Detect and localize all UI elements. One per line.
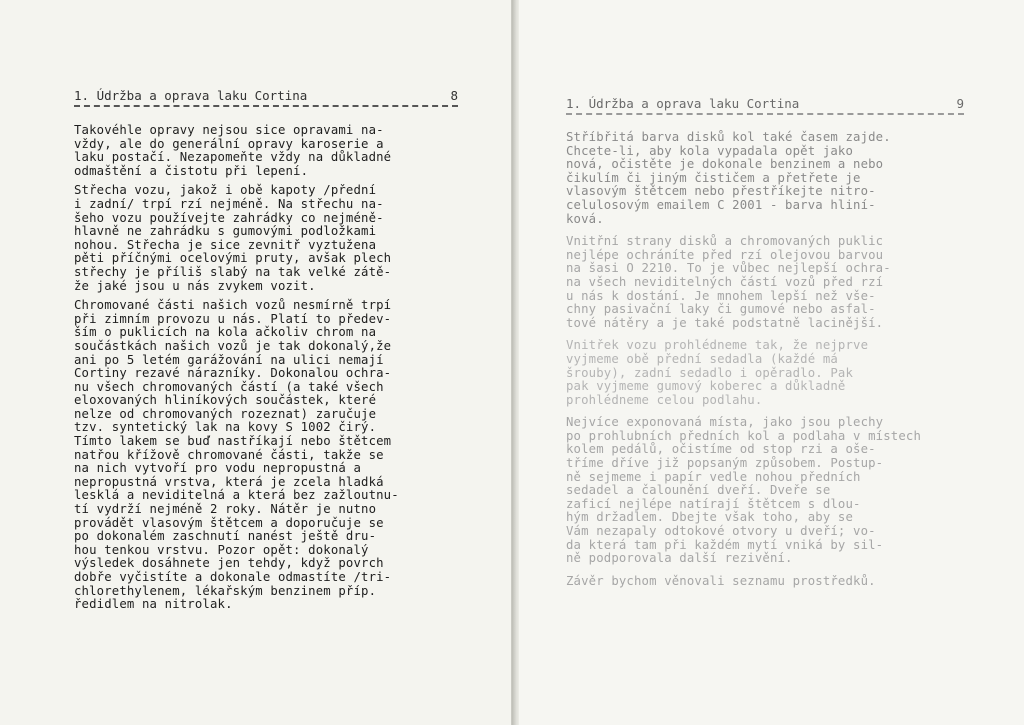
text-line: nohou. Střecha je sice zevnitř vyztužena <box>74 237 377 252</box>
book-gutter <box>512 0 519 725</box>
text-line: vyjmeme obě přední sedadla (každé má <box>566 351 838 366</box>
text-line: chlorethylenem, lékařským benzinem příp. <box>74 583 377 598</box>
text-line: hou tenkou vrstvu. Pozor opět: dokonalý <box>74 542 369 557</box>
text-line: ším o puklicích na kola ačkoliv chrom na <box>74 325 377 340</box>
text-line: Chromované části našich vozů nesmírně trpí <box>74 298 392 313</box>
page-number: 8 <box>450 88 458 103</box>
text-line: hým držadlem. Dbejte však toho, aby se <box>566 510 854 525</box>
text-line: ně sejmeme i papír vedle nohou předních <box>566 469 861 484</box>
text-line: Stříbřitá barva disků kol také časem zajde. <box>566 130 891 144</box>
text-line: ani po 5 letém garážování na ulici nemají <box>74 352 384 367</box>
text-line: po dokonalém zaschnutí nanést ještě dru- <box>74 529 377 544</box>
text-line: u nás k dostání. Je mnohem lepší než vše- <box>566 288 876 303</box>
text-line: odmaštění a čistotu při lepení. <box>74 163 309 178</box>
text-line: sedadel a čalounění dveří. Dveře se <box>566 483 831 498</box>
text-line: natřou křížově chromované části, takže se <box>74 447 384 462</box>
text-line: součástkách našich vozů je tak dokonalý,že <box>74 338 392 353</box>
paragraph-wheel-discs <box>566 131 1006 226</box>
text-line: po prohlubních předních kol a podlaha v místech <box>566 428 922 443</box>
text-line: Cortiny rezavé nárazníky. Dokonalou ochra- <box>74 366 392 381</box>
text-line: nu všech chromovaných částí (a také všech <box>74 379 384 394</box>
text-line: tové nátěry a je také podstatně lacinější. <box>566 315 884 330</box>
text-line: vždy, ale do generální opravy karoserie a <box>74 136 384 151</box>
text-line: na šasi O 2210. To je vůbec nejlepší ochra- <box>566 261 891 276</box>
text-line: nejlépe ochráníte před rzí olejovou barvou <box>566 247 884 262</box>
text-line: i zadní/ trpí rzí nejméně. Na střechu na- <box>74 196 384 211</box>
text-line: nelze od chromovaných rozeznat) zaručuje <box>74 406 377 421</box>
text-line: Nejvíce exponovaná místa, jako jsou plechy <box>566 415 884 430</box>
text-line: Střecha vozu, jakož i obě kapoty /přední <box>74 183 377 198</box>
paragraph-maintenance <box>74 124 494 178</box>
header-rule <box>566 113 964 115</box>
right-page <box>519 0 1024 725</box>
text-line: nová, očistěte je dokonale benzinem a nebo <box>566 157 884 172</box>
text-line: vlasovým štětcem nebo přestříkejte nitro- <box>566 184 876 199</box>
text-line: dobře vyčistíte a dokonale odmastíte /tri- <box>74 570 392 584</box>
page-number: 9 <box>956 96 964 111</box>
page-header <box>566 96 964 118</box>
header-rule <box>74 105 458 107</box>
text-line: Vám nezapaly odtokové otvory u dveří; vo- <box>566 524 876 539</box>
text-line: da která tam při každém mytí vniká by sil- <box>566 537 884 552</box>
text-line: tříme dříve již popsaným způsobem. Postup- <box>566 456 884 471</box>
text-line: Tímto lakem se buď nastříkají nebo štětcem <box>74 434 392 449</box>
paragraph-exposed-areas <box>566 416 1006 566</box>
header-title: 1. Údržba a oprava laku Cortina <box>74 88 308 103</box>
text-line: tzv. syntetický lak na kovy S 1002 čirý. <box>74 420 377 435</box>
text-line: Chcete-li, aby kola vypadala opět jako <box>566 143 854 158</box>
text-line: zaficí nejlépe natírají štětcem s dlou- <box>566 496 861 511</box>
text-line: pěti příčnými ocelovými pruty, avšak plech <box>74 251 392 266</box>
text-line: provádět vlasovým štětcem a doporučuje se <box>74 515 384 530</box>
paragraph-interior <box>566 339 1006 407</box>
text-line: čikulím či jiným čističem a přetřete je <box>566 170 861 185</box>
text-line: celulosovým emailem C 2001 - barva hliní- <box>566 197 876 212</box>
page-body <box>566 131 1006 597</box>
text-line: na všech neviditelných částí vozů před rzí <box>566 274 884 289</box>
text-line: ková. <box>566 211 604 226</box>
text-line: Vnitřek vozu prohlédneme tak, že nejprve <box>566 338 869 353</box>
page-body <box>74 124 494 618</box>
header-title: 1. Údržba a oprava laku Cortina <box>566 96 800 111</box>
paragraph-inner-sides <box>566 235 1006 330</box>
text-line: Závěr bychom věnovali seznamu prostředků. <box>566 573 876 588</box>
text-line: eloxovaných hliníkových součástek, které <box>74 393 377 408</box>
text-line: kolem pedálů, očistíme od stop rzi a oše- <box>566 442 876 457</box>
text-line: prohlédneme celou podlahu. <box>566 392 763 407</box>
text-line: laku postačí. Nezapomeňte vždy na důkladné <box>74 150 392 165</box>
text-line: ně podporovala další rezivění. <box>566 551 793 566</box>
text-line: na nich vytvoří pro vodu nepropustná a <box>74 461 362 476</box>
text-line: šrouby), zadní sedadlo i opěradlo. Pak <box>566 365 854 380</box>
text-line: Takovéhle opravy nejsou sice opravami na- <box>74 123 384 137</box>
text-line: hlavně ne zahrádku s gumovými podložkami <box>74 224 377 239</box>
paragraph-roof <box>74 184 494 293</box>
text-line: že jaké jsou u nás zvykem vozit. <box>74 278 316 293</box>
page-header <box>74 88 458 110</box>
text-line: střechy je příliš slabý na tak velké zátě- <box>74 264 392 279</box>
text-line: chny pasivační laky či gumové nebo asfal- <box>566 302 876 317</box>
text-line: šeho vozu používejte zahrádky co nejméně- <box>74 210 384 225</box>
text-line: nepropustná vrstva, která je zcela hladká <box>74 474 384 489</box>
text-line: lesklá a neviditelná a která bez zažloutnu- <box>74 488 399 503</box>
text-line: ředidlem na nitrolak. <box>74 597 233 612</box>
paragraph-chrome <box>74 299 494 612</box>
text-line: tí vydrží nejméně 2 roky. Nátěr je nutno <box>74 502 377 517</box>
text-line: Vnitřní strany disků a chromovaných puklic <box>566 234 884 249</box>
paragraph-conclusion <box>566 575 1006 589</box>
text-line: pak vyjmeme gumový koberec a důkladně <box>566 379 846 394</box>
text-line: výsledek dosáhnete jen tehdy, když povrch <box>74 556 384 571</box>
text-line: při zimním provozu u nás. Platí to předev- <box>74 311 392 326</box>
